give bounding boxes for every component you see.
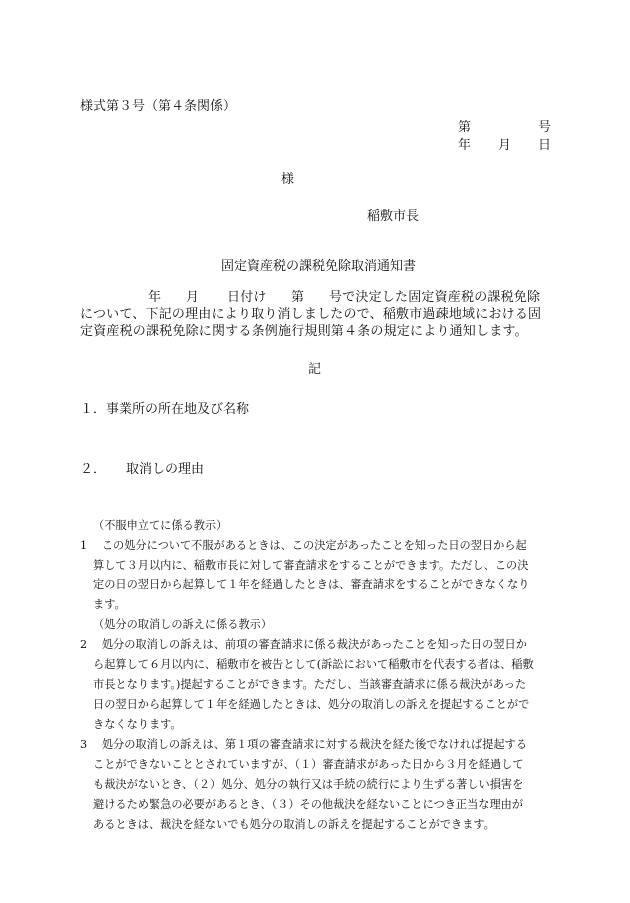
date-month: 月 bbox=[498, 138, 512, 153]
document-number-prefix: 第 bbox=[458, 120, 472, 135]
sender-name: 稲敷市長 bbox=[367, 209, 420, 224]
notice-p3-line: 3 処分の取消しの訴えは、第１項の審査請求に対する裁決を経た後でなければ提起する bbox=[80, 738, 527, 751]
notice-p3-line: あるときは、裁決を経ないでも処分の取消しの訴えを提起することができます。 bbox=[93, 818, 495, 831]
intro-line2: について、下記の理由により取り消しましたので、稲敷市過疎地域における固 bbox=[80, 307, 542, 322]
date-day: 日 bbox=[538, 138, 552, 153]
intro-line1-rest: 号で決定した固定資産税の課税免除 bbox=[329, 290, 541, 305]
notice-heading-objection: （不服申立てに係る教示） bbox=[93, 519, 228, 532]
intro-month: 月 bbox=[186, 290, 200, 305]
notice-p2-line: 2 処分の取消しの訴えは、前項の審査請求に係る裁決があったことを知った日の翌日か bbox=[80, 638, 527, 651]
notice-heading-revocation-suit: （処分の取消しの訴えに係る教示） bbox=[93, 618, 273, 631]
item-2-number: ２． bbox=[80, 462, 107, 477]
item-2-label: 取消しの理由 bbox=[126, 462, 205, 477]
notice-p3-line: ことができないこととされていますが、（１）審査請求があった日から３月を経過して bbox=[93, 758, 524, 771]
ki-heading: 記 bbox=[308, 362, 322, 377]
notice-p2-line: きなくなります。 bbox=[93, 718, 182, 731]
item-1-location-and-name: １．事業所の所在地及び名称 bbox=[80, 402, 250, 417]
form-label: 様式第３号（第４条関係） bbox=[80, 99, 237, 114]
document-title: 固定資産税の課税免除取消通知書 bbox=[221, 259, 417, 274]
notice-p2-line: 市長となります。)提起することができます。ただし、当該審査請求に係る裁決があった bbox=[93, 678, 527, 691]
notice-p1-line: ます。 bbox=[93, 598, 126, 611]
notice-p3-line: も裁決がないとき、（２）処分、処分の執行又は手続の続行により生ずる著しい損害を bbox=[93, 778, 524, 791]
intro-number-prefix: 第 bbox=[291, 290, 305, 305]
notice-p3-line: 避けるため緊急の必要があるとき、（３）その他裁決を経ないことにつき正当な理由が bbox=[93, 798, 524, 811]
notice-p2-line: ら起算して６月以内に、稲敷市を被告として(訴訟において稲敷市を代表する者は、稲敷 bbox=[93, 658, 534, 671]
notice-p1-line: 算して３月以内に、稲敷市長に対して審査請求をすることができます。ただし、この決 bbox=[93, 559, 529, 572]
date-year: 年 bbox=[458, 138, 472, 153]
notice-p2-line: 日の翌日から起算して１年を経過したときは、処分の取消しの訴えを提起することがで bbox=[93, 698, 530, 711]
intro-line3: 定資産税の課税免除に関する条例施行規則第４条の規定により通知します。 bbox=[80, 324, 528, 339]
intro-date-suffix: 日付け bbox=[227, 290, 267, 305]
intro-year: 年 bbox=[148, 290, 162, 305]
document-number-suffix: 号 bbox=[538, 120, 552, 135]
addressee-suffix: 様 bbox=[281, 172, 295, 187]
notice-p1-line: 定の日の翌日から起算して１年を経過したときは、審査請求をすることができなくなり bbox=[93, 578, 530, 591]
notice-p1-line: 1 この処分について不服があるときは、この決定があったことを知った日の翌日から起 bbox=[80, 539, 527, 552]
